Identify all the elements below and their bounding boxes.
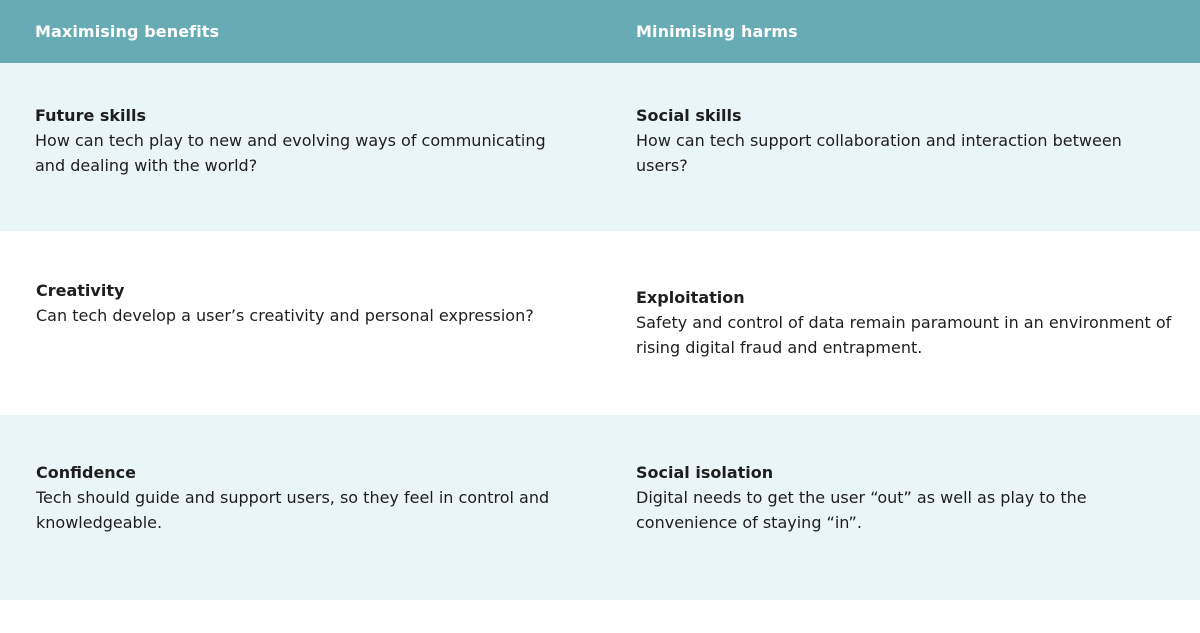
harm-cell bbox=[636, 103, 1176, 178]
harm-title: Exploitation bbox=[636, 288, 745, 307]
header-minimising-harms: Minimising harms bbox=[636, 22, 798, 41]
harm-cell bbox=[636, 285, 1176, 360]
benefit-title: Confidence bbox=[36, 463, 137, 482]
table-row bbox=[0, 63, 1200, 231]
benefit-cell bbox=[36, 460, 576, 535]
table-row bbox=[0, 231, 1200, 415]
benefit-description: Can tech develop a user’s creativity and personal expression? bbox=[36, 306, 534, 325]
header-maximising-benefits: Maximising benefits bbox=[35, 22, 220, 41]
harm-title: Social isolation bbox=[636, 463, 774, 482]
benefit-cell bbox=[35, 103, 575, 178]
harm-description: Digital needs to get the user “out” as well as play to the convenience of staying “in”. bbox=[636, 488, 1087, 532]
benefit-title: Future skills bbox=[35, 106, 147, 125]
benefit-description: How can tech play to new and evolving ways of communicating and dealing with the world? bbox=[35, 131, 546, 175]
benefit-cell bbox=[36, 278, 576, 328]
benefit-description: Tech should guide and support users, so they feel in control and knowledgeable. bbox=[36, 488, 550, 532]
table-header bbox=[0, 0, 1200, 63]
harm-title: Social skills bbox=[636, 106, 742, 125]
harm-description: Safety and control of data remain paramount in an environment of rising digital fraud and entrapment. bbox=[636, 313, 1172, 357]
table-row bbox=[0, 415, 1200, 600]
harm-description: How can tech support collaboration and interaction between users? bbox=[636, 131, 1122, 175]
benefit-title: Creativity bbox=[36, 281, 125, 300]
harm-cell bbox=[636, 460, 1176, 535]
